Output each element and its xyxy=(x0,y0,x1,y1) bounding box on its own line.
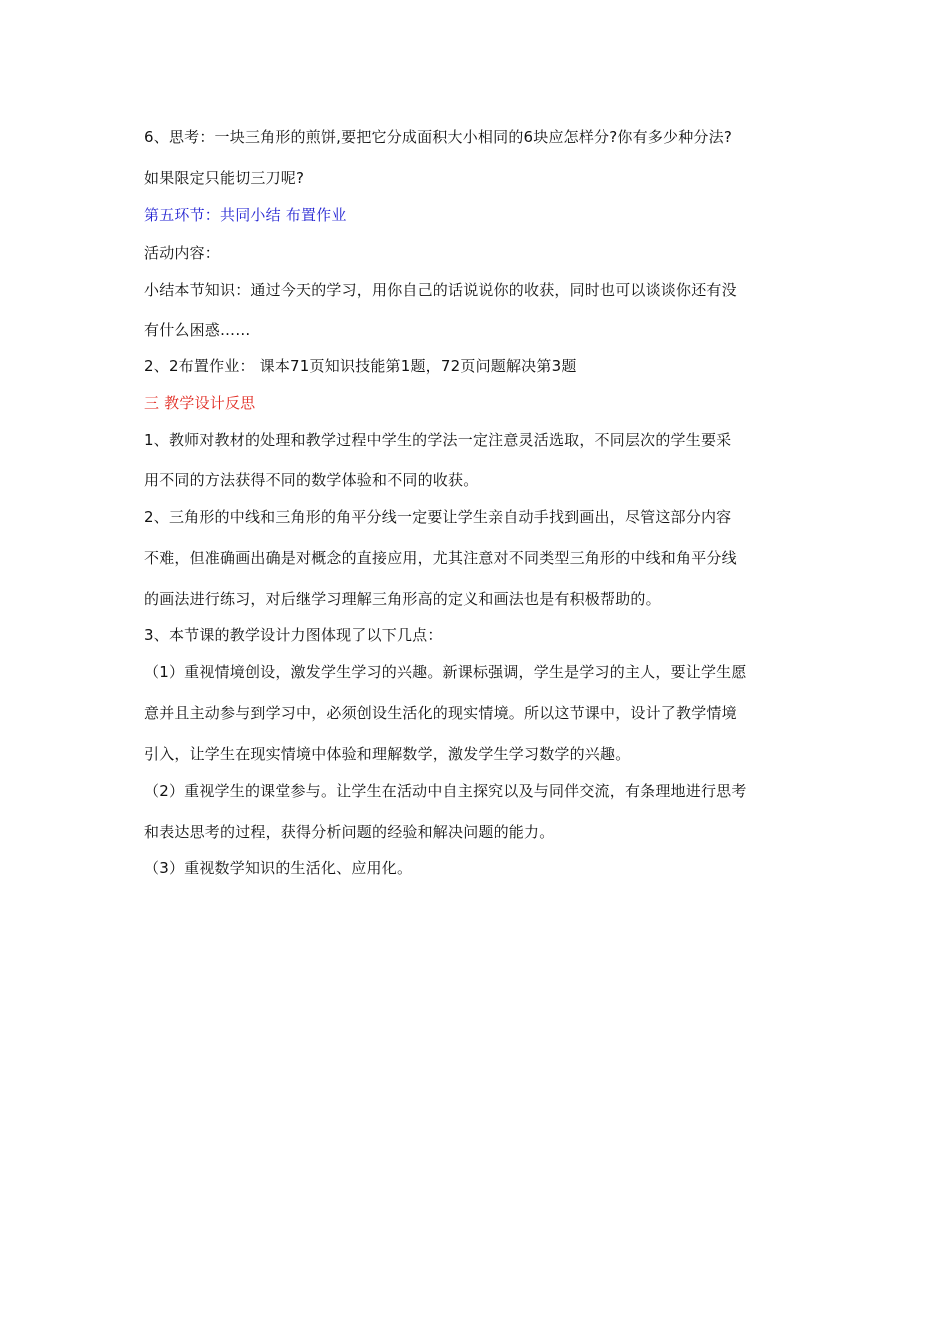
point2-line1: （2）重视学生的课堂参与。让学生在活动中自主探究以及与同伴交流，有条理地进行思考 xyxy=(144,782,747,800)
reflection1-line2: 用不同的方法获得不同的数学体验和不同的收获。 xyxy=(144,471,479,489)
reflection1-line1: 1、教师对教材的处理和教学过程中学生的学法一定注意灵活选取，不同层次的学生要采 xyxy=(144,431,732,449)
homework-line: 2、2布置作业： 课本71页知识技能第1题，72页问题解决第3题 xyxy=(144,357,577,375)
point1-line2: 意并且主动参与到学习中，必须创设生活化的现实情境。所以这节课中，设计了教学情境 xyxy=(144,704,737,722)
point1-line3: 引入，让学生在现实情境中体验和理解数学，激发学生学习数学的兴趣。 xyxy=(144,745,631,763)
point2-line2: 和表达思考的过程，获得分析问题的经验和解决问题的能力。 xyxy=(144,823,555,841)
activity-label: 活动内容： xyxy=(144,244,221,262)
reflection2-line2: 不难，但准确画出确是对概念的直接应用，尤其注意对不同类型三角形的中线和角平分线 xyxy=(144,549,737,567)
q6-line2: 如果限定只能切三刀呢? xyxy=(144,169,305,187)
section5-heading: 第五环节：共同小结 布置作业 xyxy=(144,206,347,224)
point1-line1: （1）重视情境创设，激发学生学习的兴趣。新课标强调，学生是学习的主人，要让学生愿 xyxy=(144,663,747,681)
point3-line1: （3）重视数学知识的生活化、应用化。 xyxy=(144,859,413,877)
section3-heading: 三 教学设计反思 xyxy=(144,394,256,412)
summary-line1: 小结本节知识：通过今天的学习，用你自己的话说说你的收获，同时也可以谈谈你还有没 xyxy=(144,281,737,299)
summary-line2: 有什么困惑…… xyxy=(144,321,251,339)
q6-line1: 6、思考：一块三角形的煎饼,要把它分成面积大小相同的6块应怎样分?你有多少种分法? xyxy=(144,128,732,146)
reflection3-line1: 3、本节课的教学设计力图体现了以下几点： xyxy=(144,626,443,644)
reflection2-line1: 2、三角形的中线和三角形的角平分线一定要让学生亲自动手找到画出，尽管这部分内容 xyxy=(144,508,732,526)
reflection2-line3: 的画法进行练习，对后继学习理解三角形高的定义和画法也是有积极帮助的。 xyxy=(144,590,661,608)
